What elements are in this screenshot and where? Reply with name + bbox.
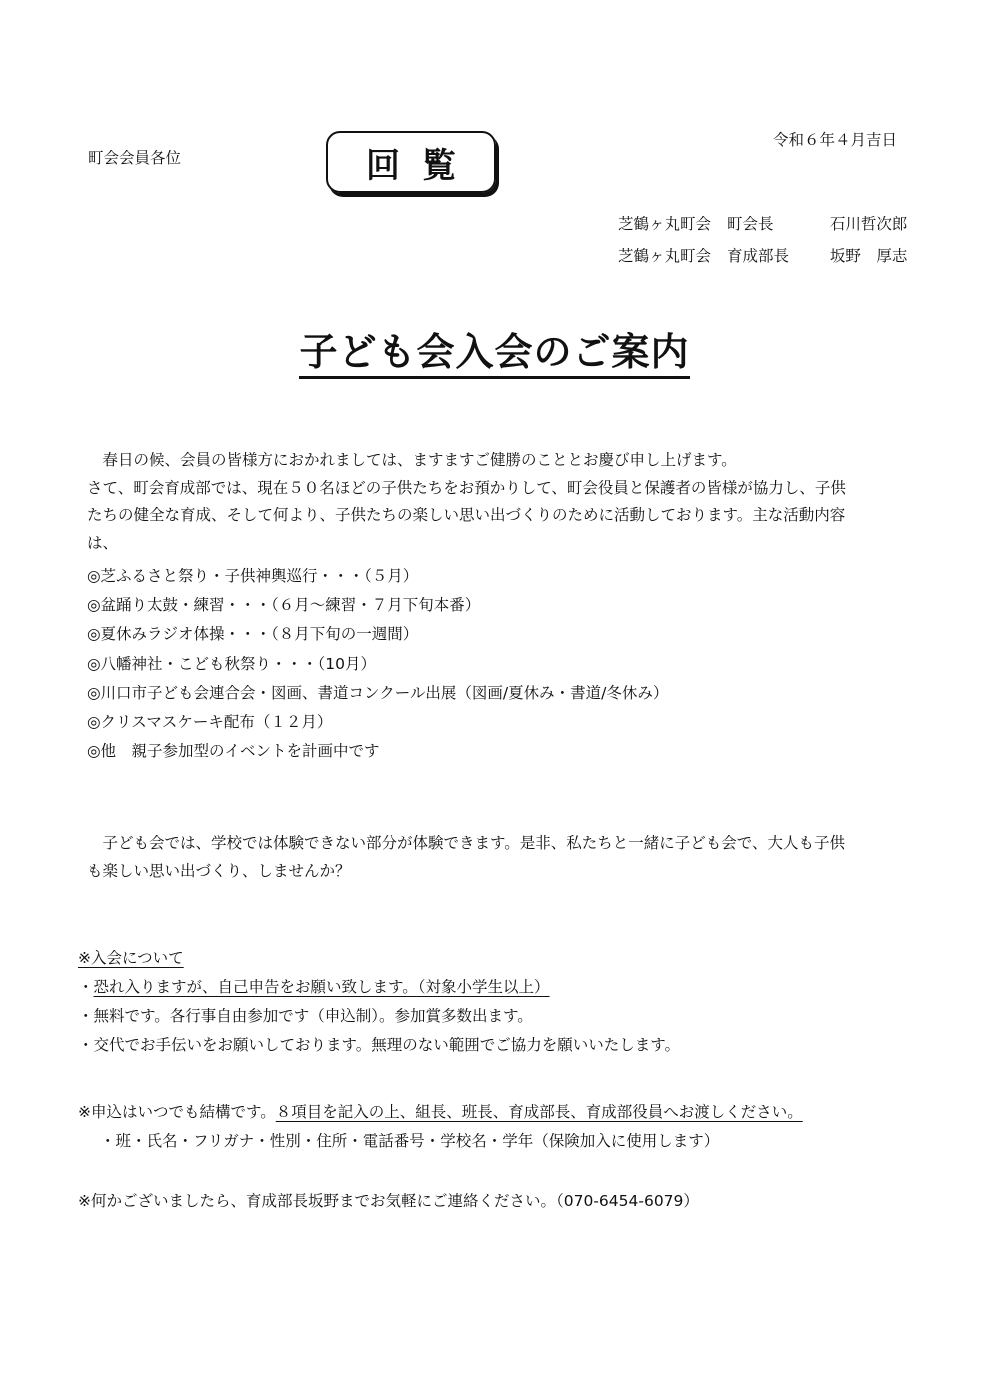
sender-role: 育成部長	[726, 247, 789, 265]
kairan-label: 回覧	[366, 145, 478, 186]
membership-item	[78, 1031, 680, 1060]
bullet: ・	[78, 1036, 94, 1054]
sender-name: 石川哲次郎	[829, 215, 908, 233]
sender-role: 町会長	[726, 215, 774, 233]
intro-line: は、	[87, 533, 119, 552]
closing-line: も楽しい思い出づくり、しませんか？	[87, 861, 351, 880]
membership-item-underlined: 恐れ入りますが、自己申告をお願い致します。（対象小学生以上）	[93, 978, 550, 996]
activity-item: ◎八幡神社・こども秋祭り・・・（10月）	[87, 654, 376, 673]
membership-item	[78, 973, 680, 1002]
activity-item: ◎盆踊り太鼓・練習・・・（６月～練習・７月下旬本番）	[87, 596, 481, 615]
kairan-stamp	[326, 131, 496, 193]
activity-item: ◎川口市子ども会連合会・図画、書道コンクール出展（図画/夏休み・書道/冬休み）	[87, 683, 669, 702]
sender-chairman	[618, 212, 907, 234]
addressee: 町会会員各位	[88, 149, 182, 167]
issue-date: 令和６年４月吉日	[772, 131, 897, 149]
application-note	[78, 1098, 803, 1127]
application-prefix: ※申込はいつでも結構です。	[78, 1103, 276, 1121]
membership-section	[78, 944, 680, 1060]
intro-line: たちの健全な育成、そして何より、子供たちの楽しい思い出づくりのために活動しております。主な活動内容	[87, 506, 846, 524]
activity-item: ◎芝ふるさと祭り・子供神輿巡行・・・（５月）	[87, 567, 419, 585]
activity-item: ◎クリスマスケーキ配布（１２月）	[87, 713, 333, 732]
activity-list	[87, 562, 668, 766]
membership-item	[78, 1002, 680, 1031]
bullet: ・	[78, 978, 94, 996]
membership-item-text: 交代でお手伝いをお願いしております。無理のない範囲でご協力を願いいたします。	[93, 1036, 681, 1054]
application-section	[78, 1098, 803, 1156]
document-title: 子ども会入会のご案内	[299, 330, 689, 379]
closing-line: 子ども会では、学校では体験できない部分が体験できます。是非、私たちと一緒に子ども会で、大人も子供	[87, 834, 845, 852]
activity-item: ◎夏休みラジオ体操・・・（８月下旬の一週間）	[87, 625, 419, 644]
intro-line: さて、町会育成部では、現在５０名ほどの子供たちをお預かりして、町会役員と保護者の皆様が協力し、子供	[87, 478, 846, 497]
activity-item: ◎他 親子参加型のイベントを計画中です	[87, 742, 380, 761]
sender-org: 芝鶴ヶ丸町会	[618, 215, 712, 233]
sender-youth-head	[618, 244, 907, 266]
application-fields: ・班・氏名・フリガナ・性別・住所・電話番号・学校名・学年（保険加入に使用します）	[100, 1132, 720, 1150]
application-instruction: ８項目を記入の上、組長、班長、育成部長、育成部役員へお渡しください。	[275, 1103, 803, 1121]
bullet: ・	[78, 1007, 94, 1025]
sender-name: 坂野 厚志	[829, 247, 908, 265]
intro-paragraph	[87, 447, 907, 557]
intro-line: 春日の候、会員の皆様方におかれましては、ますますご健勝のこととお慶び申し上げます。	[87, 451, 737, 469]
membership-heading: ※入会について	[78, 949, 184, 967]
membership-item-text: 無料です。各行事自由参加です（申込制）。参加賞多数出ます。	[93, 1007, 533, 1025]
contact-section	[78, 1187, 699, 1216]
contact-note: ※何かございましたら、育成部長坂野までお気軽にご連絡ください。（070-6454-6079）	[78, 1192, 699, 1210]
closing-paragraph	[87, 830, 907, 885]
sender-org: 芝鶴ヶ丸町会	[618, 247, 712, 265]
